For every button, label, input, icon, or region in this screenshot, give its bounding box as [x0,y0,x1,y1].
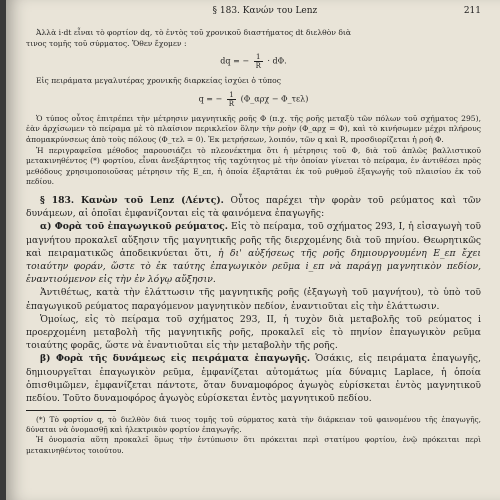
force-direction-text: Ὁσάκις, εἰς πειράματα ἐπαγωγῆς, δημιουργεῖται ἐπαγωγικὸν ρεῦμα, ἐμφανίζεται αὐτομάτως μία δύναμις Laplace, ἡ ὁποία ὀπισθιμῶμεν, ἐμφανίζεται πάντοτε, ὅταν δυναμοφόρος ἀγωγὸς εὑρίσκεται ἐντὸς μαγνητικοῦ πεδίου. Τοῦτο δυναμοφόρος ἀγωγὸς εὑρίσκεται ἐντὸς μαγνητικοῦ πεδίου. [26,353,481,404]
paragraph-flux-measurement: Ὁ τύπος οὗτος ἐπιτρέπει τὴν μέτρησιν μαγνητικῆς ροῆς Φ (π.χ. τῆς ροῆς μεταξὺ τῶν πόλων τοῦ σχήματος 295), ἐὰν ἀρχίσωμεν τὸ πείραμα μὲ τὸ πλαίσιον περικλεῖον ὅλην τὴν ροὴν (Φ_αρχ = Φ), καὶ τὸ κινήσωμεν μέχρι πλήρους ἀπομακρύνσεως ἀπὸ τοὺς πόλους (Φ_τελ = 0). Ἐκ μετρήσεων, λοιπόν, τῶν q καὶ R, προσδιορίζεται ἡ ροὴ Φ. [26,113,481,144]
eq2-right: (Φ_αρχ − Φ_τελ) [240,94,309,104]
current-direction-label: α) Φορὰ τοῦ ἐπαγωγικοῦ ρεύματος. [40,221,228,233]
equation-1 [26,53,481,70]
intro-line-1: Ἀλλὰ i·dt εἶναι τὸ φορτίον dq, τὸ ἐντὸς τοῦ χρονικοῦ διαστήματος dt διελθὸν διὰ [36,28,352,37]
paragraph-decrease: Ἀντιθέτως, κατὰ τὴν ἐλάττωσιν τῆς μαγνητικῆς ροῆς (ἐξαγωγὴ τοῦ μαγνήτου), τὸ ὑπὸ τοῦ ἐπαγωγικοῦ ρεύματος παραγόμενον μαγνητικὸν πεδίον, ἐναντιοῦται εἰς τὴν ἐλάττωσιν. [26,287,481,312]
eq1-right: · dΦ. [267,56,287,66]
footnote-rule [26,410,116,411]
paragraph-current-direction [26,220,481,286]
section-intro-text: Οὗτος παρέχει τὴν φορὰν τοῦ ρεύματος καὶ τῶν δυνάμεων, αἱ ὁποῖαι ἐμφανίζονται εἰς τὰ φαινόμενα ἐπαγωγῆς: [26,194,481,220]
section-title: § 183. Κανὼν τοῦ Lenz (Λέντς). [40,194,224,206]
footnote-line-2: Ἡ ὀνομασία αὕτη προκαλεῖ ὅμως τὴν ἐντύπωσιν ὅτι πρόκειται περὶ στατίμου φορτίου, ἐνῷ πρόκειται περὶ μετακινηθέντος τοιούτου. [26,435,481,455]
footnotes [26,410,481,456]
current-direction-italic: ἡ δι' αὐξήσεως τῆς ροῆς δημιουργουμένη E_επ ἔχει τοιαύτην φοράν, ὥστε τὸ ἐκ ταύτης ἐπαγωγικὸν ρεῦμα i_επ νὰ παράγῃ μαγνητικὸν πεδίον, ἐναντιούμενον εἰς τὴν ἐν λόγῳ αὔξησιν. [26,247,481,286]
current-direction-text: Εἰς τὸ πείραμα, τοῦ σχήματος 293, I, ἡ εἰσαγωγὴ τοῦ μαγνήτου προκαλεῖ αὔξησιν τῆς μαγνητικῆς ροῆς τῆς διερχομένης διὰ τοῦ πηνίου. Θεωρητικῶς καὶ πειραματικῶς ἀποδεικνύεται ὅτι, [26,221,481,259]
intro-line-2: τινος τομῆς τοῦ σύρματος. Ὅθεν ἔχομεν : [26,38,187,48]
force-direction-label: β) Φορὰ τῆς δυνάμεως εἰς πειράματα ἐπαγωγῆς. [40,353,311,365]
eq2-denominator: R [228,99,235,108]
footnote-line-1: (*) Τὸ φορτίον q, τὸ διελθὸν διά τινος τομῆς τοῦ σύρματος κατὰ τὴν διάρκειαν τοῦ φαινομένου τῆς ἐπαγωγῆς, δύναται νὰ ὀνομασθῇ καὶ ἠλεκτρικὸν φορτίον ἐπαγωγῆς. [26,415,481,435]
eq1-fraction [254,53,263,70]
header-title: § 183. Κανών του Lenz [212,6,318,16]
paragraph-method-advantage: Ἡ περιγραφεῖσα μέθοδος παρουσιάζει τὸ πλεονέκτημα ὅτι ἡ μέτρησις τοῦ Φ, διὰ τοῦ ἀπλῶς βαλλιστικοῦ μετακινηθέντος (*) φορτίου, εἶναι ἀνεξάρτητος τῆς ταχύτητος μὲ τὴν ὁποίαν γίνεται τὸ πείραμα, ἐν ἀντιθέσει πρὸς μεθόδους χρησιμοποιοῦσας μέτρησιν τῆς E_επ, ἡ ὁποία ἐξαρτᾶται ἐκ τοῦ ρυθμοῦ ἐξαγωγῆς τοῦ πλαισίου ἐκ τοῦ πεδίου. [26,145,481,187]
page-content [26,6,481,405]
section-183-intro [26,194,481,220]
intro-line-3: Εἰς πειράματα μεγαλυτέρας χρονικῆς διαρκείας ἰσχύει ὁ τύπος [36,76,281,86]
equation-2 [26,91,481,108]
book-page [6,0,500,500]
paragraph-force-direction [26,352,481,405]
eq1-numerator: 1 [254,53,263,62]
paragraph-similarly: Ὁμοίως, εἰς τὸ πείραμα τοῦ σχήματος 293, II, ἡ τυχὸν διὰ μεταβολῆς τοῦ ρεύματος i προερχομένη μεταβολὴ τῆς μαγνητικῆς ροῆς, προκαλεῖ εἰς τὸ πηνίον ἐπαγωγικὸν ρεῦμα τοιαύτης φορᾶς, ὥστε νὰ ἐναντιοῦται εἰς τὴν μεταβολὴν τῆς ροῆς. [26,313,481,352]
eq2-left: q = − [198,94,223,104]
eq1-left: dq = − [220,56,250,66]
eq2-numerator: 1 [227,91,236,100]
eq2-fraction [227,91,236,108]
eq1-denominator: R [255,62,261,71]
running-header [26,6,481,20]
page-number: 211 [463,6,481,16]
